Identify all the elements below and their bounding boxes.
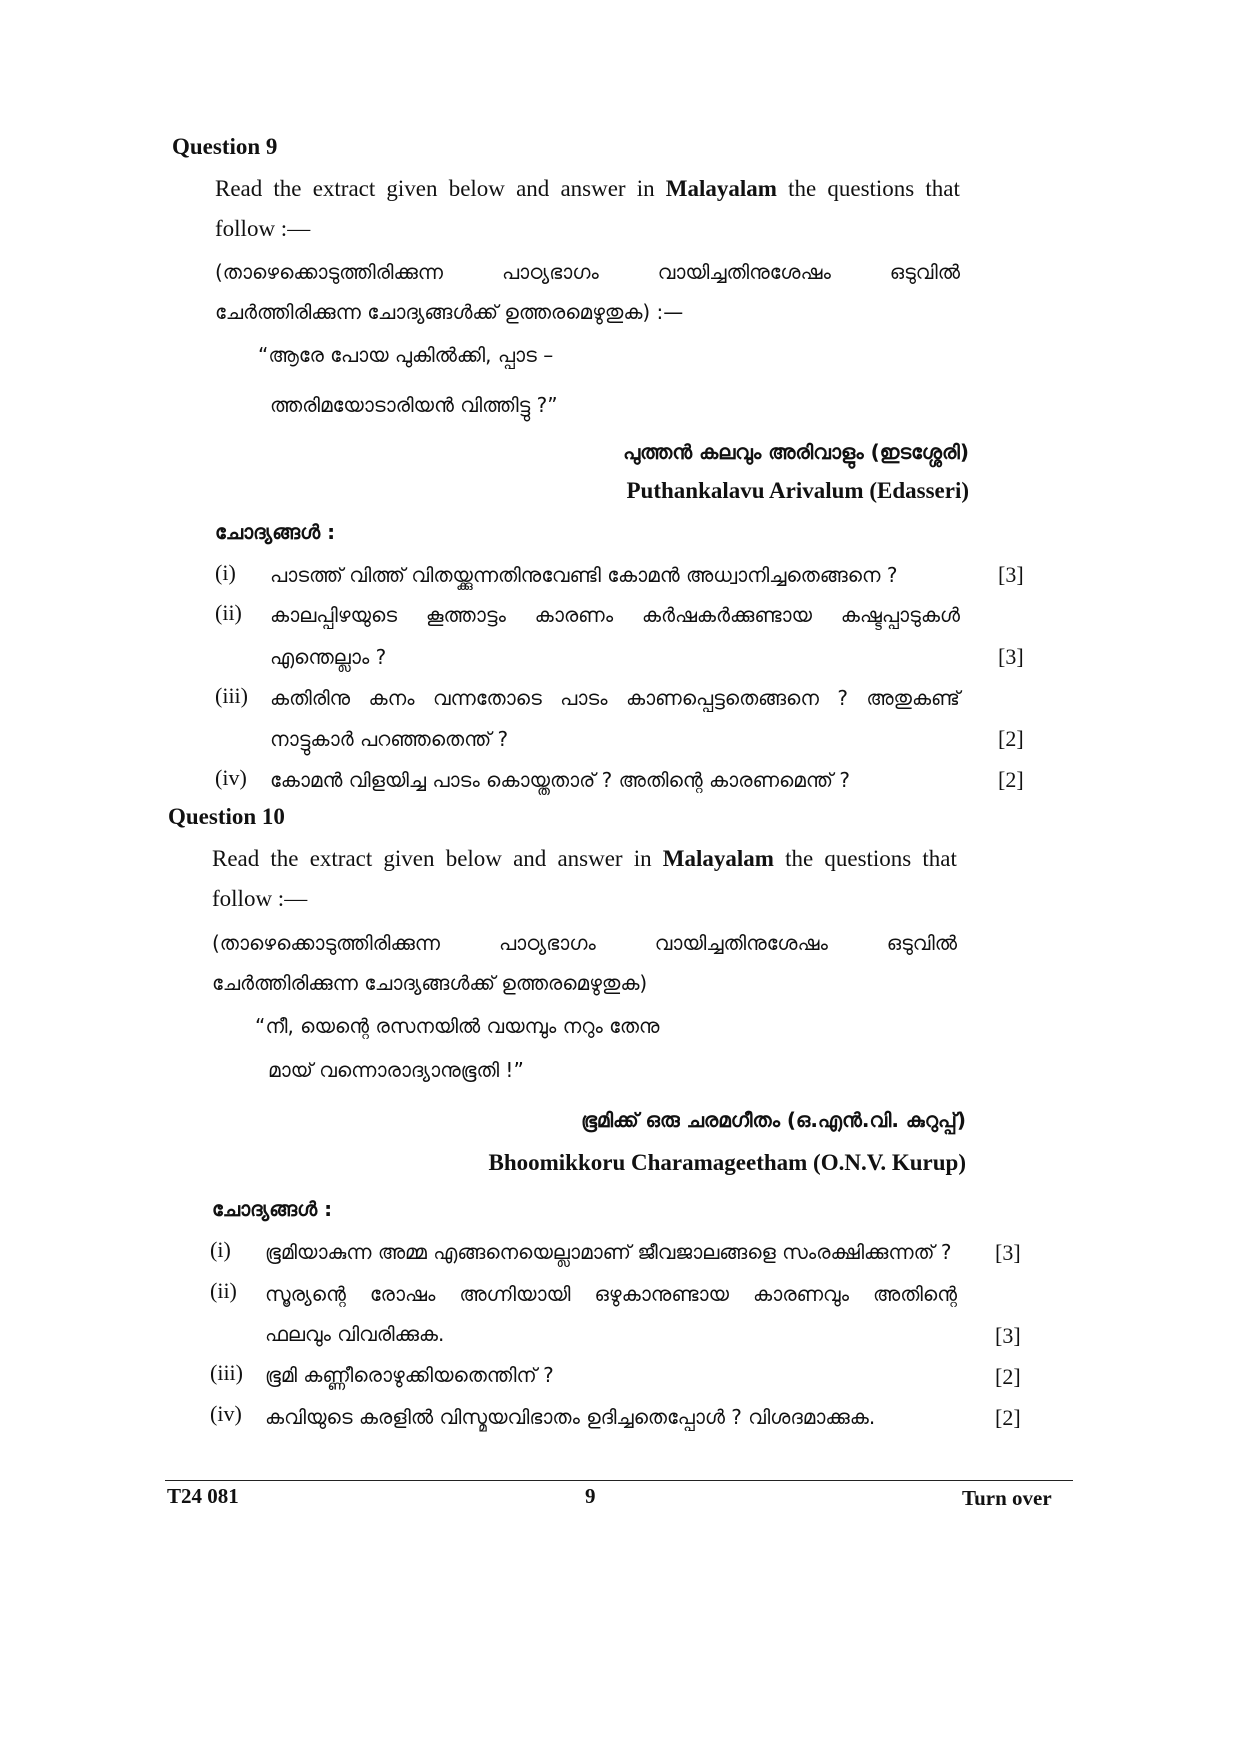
q10-item-number: (ii) (210, 1278, 237, 1303)
footer-page-number: 9 (585, 1484, 596, 1508)
question-9-title: Question 9 (172, 134, 278, 159)
footer-turn-over: Turn over (962, 1486, 1052, 1510)
q10-source-english: Bhoomikkoru Charamageetham (O.N.V. Kurup) (488, 1150, 966, 1175)
q9-item-marks: [2] (998, 726, 1024, 751)
q9-source-malayalam: പുത്തൻ കലവും അരിവാളും (ഇടശ്ശേരി) (623, 440, 969, 464)
q10-instruction-line2: follow :— (212, 886, 308, 911)
q9-quote-line1: “ആരേ പോയ പുകിൽക്കി, പ്പാട – (258, 343, 554, 367)
q10-questions-heading: ചോദ്യങ്ങൾ : (212, 1197, 333, 1221)
q10-item-text: കവിയുടെ കരളിൽ വിസ്മയവിഭാതം ഉദിച്ചതെപ്പോൾ ? വിശദമാക്കുക. (265, 1405, 876, 1429)
q10-item-number: (iv) (210, 1401, 242, 1426)
q9-item-text: കാലപ്പിഴയുടെ കൂത്താട്ടം കാരണം കർഷകർക്കുണ്ടായ കഷ്ടപ്പാടുകൾ (270, 603, 960, 627)
q10-quote-line2: മായ് വന്നൊരാദ്യാനുഭൂതി !” (268, 1058, 524, 1082)
q9-questions-heading: ചോദ്യങ്ങൾ : (215, 520, 336, 544)
q10-item-marks: [2] (995, 1405, 1021, 1430)
q9-item-text: കോമൻ വിളയിച്ച പാടം കൊയ്തതാര് ? അതിന്റെ കാരണമെന്ത് ? (270, 768, 850, 792)
q9-item-number: (iii) (215, 683, 248, 708)
q9-item-text: പാടത്ത് വിത്ത് വിതയ്ക്കുന്നതിനുവേണ്ടി കോമൻ അധ്വാനിച്ചതെങ്ങനെ ? (270, 563, 898, 587)
q10-item-number: (iii) (210, 1360, 243, 1385)
footer-paper-code: T24 081 (167, 1484, 239, 1508)
q10-quote-line1: “നീ, യെന്റെ രസനയിൽ വയമ്പും നറും തേനു (255, 1014, 660, 1038)
q9-instruction-line1: Read the extract given below and answer in Malayalam the questions that (215, 176, 960, 201)
q9-item-number: (i) (215, 560, 236, 585)
q9-item-number: (iv) (215, 765, 247, 790)
q9-item-text: കതിരിനു കനം വന്നതോടെ പാടം കാണപ്പെട്ടതെങ്ങനെ ? അതുകണ്ട് (270, 686, 960, 710)
q10-item-number: (i) (210, 1237, 231, 1262)
q9-instruction-line2: follow :— (215, 216, 311, 241)
q9-ml-instruction-line1: (താഴെക്കൊടുത്തിരിക്കുന്ന പാഠ്യഭാഗം വായിച്ചതിനുശേഷം ഒടുവിൽ (215, 260, 960, 284)
q10-item-text: സൂര്യന്റെ രോഷം അഗ്നിയായി ഒഴുകാനുണ്ടായ കാരണവും അതിന്റെ (265, 1282, 957, 1306)
q9-quote-line2: ത്തരിമയോടാരിയൻ വിത്തിട്ടു ?” (270, 393, 558, 417)
q9-item-number: (ii) (215, 600, 242, 625)
q10-item-marks: [2] (995, 1364, 1021, 1389)
q9-item-marks: [3] (998, 644, 1024, 669)
q9-item-marks: [2] (998, 767, 1024, 792)
question-10-title: Question 10 (168, 804, 285, 829)
q9-item-text-line2: എന്തെല്ലാം ? (270, 645, 387, 669)
q10-instruction-line1: Read the extract given below and answer in Malayalam the questions that (212, 846, 957, 871)
q10-item-marks: [3] (995, 1240, 1021, 1265)
q10-item-marks: [3] (995, 1323, 1021, 1348)
q10-item-text: ഭൂമിയാകുന്ന അമ്മ എങ്ങനെയെല്ലാമാണ് ജീവജാലങ്ങളെ സംരക്ഷിക്കുന്നത് ? (265, 1240, 952, 1264)
q10-ml-instruction-line1: (താഴെക്കൊടുത്തിരിക്കുന്ന പാഠ്യഭാഗം വായിച്ചതിനുശേഷം ഒടുവിൽ (212, 931, 957, 955)
q9-item-marks: [3] (998, 562, 1024, 587)
q10-source-malayalam: ഭൂമിക്ക് ഒരു ചരമഗീതം (ഒ.എൻ.വി. കുറുപ്പ്) (581, 1108, 966, 1132)
q9-source-english: Puthankalavu Arivalum (Edasseri) (626, 478, 969, 503)
q9-ml-instruction-line2: ചേർത്തിരിക്കുന്ന ചോദ്യങ്ങൾക്ക് ഉത്തരമെഴുതുക) :— (215, 300, 684, 324)
footer-rule (165, 1480, 1073, 1481)
q10-item-text: ഭൂമി കണ്ണീരൊഴുക്കിയതെന്തിന് ? (265, 1363, 554, 1387)
q10-item-text-line2: ഫലവും വിവരിക്കുക. (265, 1322, 445, 1346)
q10-ml-instruction-line2: ചേർത്തിരിക്കുന്ന ചോദ്യങ്ങൾക്ക് ഉത്തരമെഴുതുക) (212, 971, 648, 995)
q9-item-text-line2: നാട്ടുകാർ പറഞ്ഞതെന്ത് ? (270, 727, 509, 751)
